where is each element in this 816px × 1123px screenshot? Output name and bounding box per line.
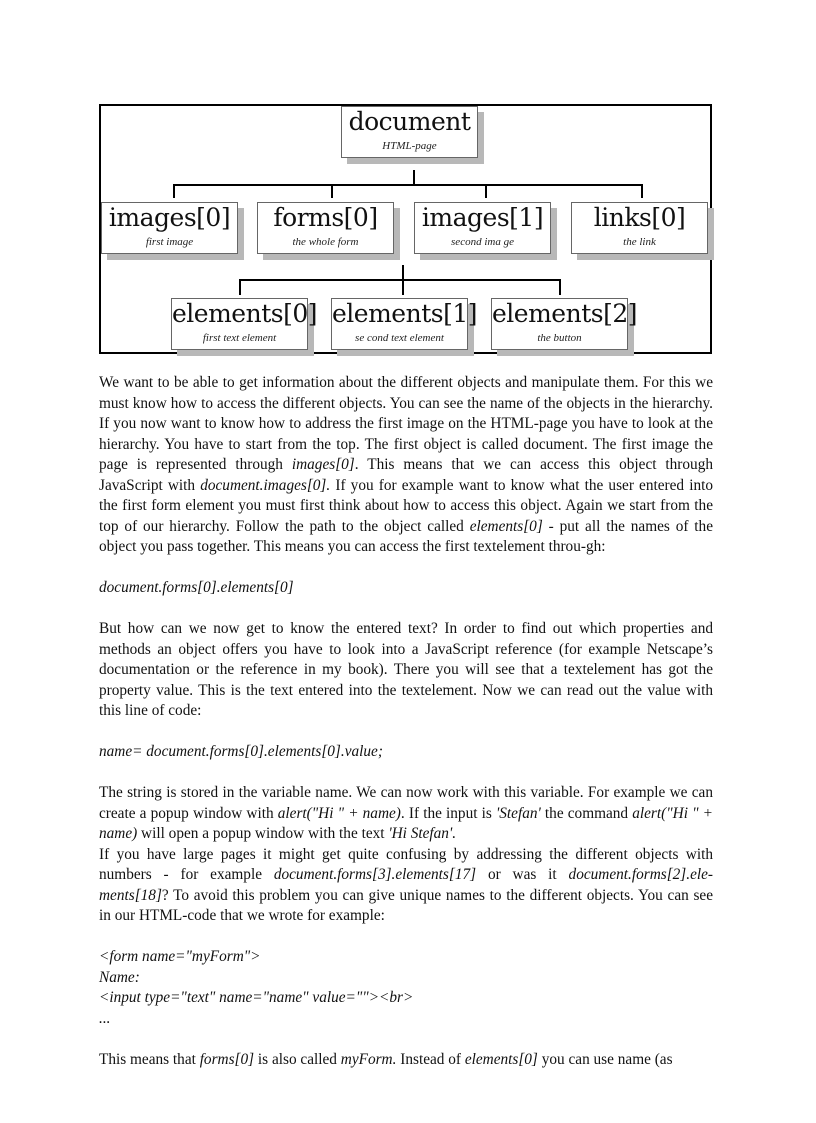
code-text: ...	[99, 1009, 111, 1027]
node-images-1	[414, 202, 551, 254]
text-run: If you for example want to know what the user entered into the first form element you must first think about how to access this object. Again we start from the top of our hierarchy. Follow the path to the object called	[99, 476, 713, 535]
inline-code: images[0]	[291, 456, 355, 473]
connector-line	[402, 265, 404, 280]
inline-code: myForm.	[340, 1050, 397, 1068]
connector-line	[239, 279, 561, 281]
node-elements-2	[491, 298, 637, 350]
text-run: We want to be able to get information about the different objects and manipulate them. For this we must know how to access the different objects. You can see the name of the objects in the hierarchy. If you now want to know how to address the first image on the HTML-page you have to look at the hierarchy. You have to start from the top. The first object is called document. The first image the page is represented through	[99, 374, 713, 473]
node-name: elements[2]	[492, 299, 637, 328]
code-block-line	[99, 1009, 713, 1030]
node-name: elements[1]	[332, 299, 477, 328]
node-document	[341, 106, 478, 158]
paragraph-2: But how can we now get to know the entered text? In order to find out which properties and methods an object offers you have to look into a JavaScript reference (for example Netscape’s documentation or the reference in my book). There you will see that a textelement has got the property value. This is the text entered into the textelement. Now we can read out the value with this line of code:	[99, 620, 713, 719]
text-run: ? To avoid this problem you can give unique names to the different objects. You can see in our HTML-code that we wrote for example:	[99, 886, 713, 924]
paragraph-1	[99, 373, 713, 558]
body-text	[99, 373, 713, 1070]
node-forms-0	[257, 202, 394, 254]
text-run: The string is stored in the variable name. We can now work with this variable. For example we can create a popup window with	[99, 784, 713, 822]
paragraph-5	[99, 1050, 713, 1071]
text-run: you can use name (as	[537, 1050, 673, 1068]
object-hierarchy-diagram	[99, 104, 712, 354]
code-block-line	[99, 968, 713, 989]
node-name: links[0]	[593, 203, 686, 232]
code-text: document.forms[0].elements[0]	[99, 579, 294, 596]
connector-line	[239, 279, 241, 295]
node-caption: second ima ge	[451, 236, 514, 248]
inline-code: document.forms[2].ele-ments[18]	[99, 866, 713, 904]
inline-code: elements[0]	[469, 517, 543, 535]
code-line-2	[99, 742, 713, 763]
inline-code: document.images[0].	[200, 476, 331, 494]
node-caption: HTML-page	[382, 140, 437, 152]
node-caption: se cond text element	[355, 332, 444, 344]
connector-line	[559, 279, 561, 295]
inline-code: alert("Hi " + name)	[277, 804, 401, 822]
inline-code: document.forms[3].elements[17]	[273, 866, 477, 883]
text-run: or was it	[476, 866, 569, 883]
node-caption: the whole form	[292, 236, 359, 248]
paragraph-4	[99, 845, 713, 927]
inline-code: elements[0]	[464, 1050, 538, 1068]
node-elements-0	[171, 298, 317, 350]
connector-line	[413, 170, 415, 185]
code-block-line	[99, 947, 713, 968]
node-links-0	[571, 202, 708, 254]
node-caption: the button	[537, 332, 582, 344]
code-block-line	[99, 988, 713, 1009]
code-text: Name:	[99, 968, 140, 986]
connector-line	[331, 184, 333, 198]
node-name: forms[0]	[273, 203, 378, 232]
text-run: . If the input is	[400, 804, 496, 822]
node-name: document	[348, 107, 471, 136]
connector-line	[173, 184, 175, 198]
inline-code: 'Stefan'	[495, 804, 541, 822]
inline-code: forms[0]	[199, 1050, 255, 1068]
text-run: Instead of	[396, 1050, 465, 1068]
code-text: name= document.forms[0].elements[0].value;	[99, 743, 383, 760]
node-caption: first image	[145, 236, 194, 248]
node-caption: the link	[623, 236, 656, 248]
node-caption: first text element	[202, 332, 277, 344]
code-text: <input type="text" name="name" value=""><br>	[99, 989, 414, 1006]
connector-line	[485, 184, 487, 198]
paragraph-3	[99, 783, 713, 845]
code-text: <form name="myForm">	[99, 948, 261, 965]
text-run: the command	[540, 804, 633, 822]
node-name: images[1]	[421, 203, 544, 232]
text-run: will open a popup window with the text	[137, 825, 389, 842]
text-run: - put all the names of the object you pass together. This means you can access the first textelement throu-gh:	[99, 517, 714, 555]
text-run: If you have large pages it might get quite confusing by addressing the different objects with numbers - for example	[99, 845, 713, 883]
inline-code: alert("Hi " + name)	[99, 804, 713, 842]
connector-line	[641, 184, 643, 198]
node-images-0	[101, 202, 238, 254]
text-run: This means that	[99, 1050, 200, 1068]
node-name: elements[0]	[172, 299, 317, 328]
inline-code: 'Hi Stefan'.	[388, 825, 457, 842]
node-name: images[0]	[108, 203, 231, 232]
text-run: . This means that we can access this object through JavaScript with	[99, 456, 713, 494]
connector-line	[173, 184, 643, 186]
node-elements-1	[331, 298, 477, 350]
connector-line	[402, 279, 404, 295]
code-line-1	[99, 578, 713, 599]
text-run: is also called	[254, 1050, 341, 1068]
